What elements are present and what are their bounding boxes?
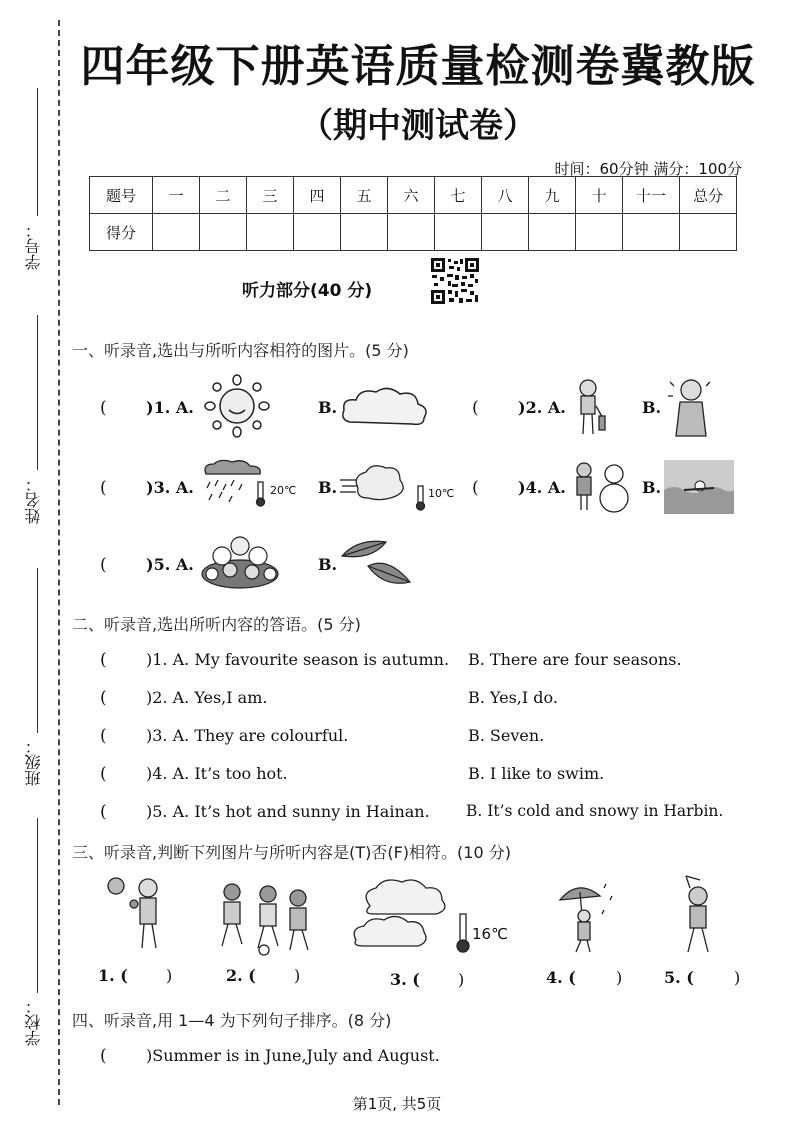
- option-a-text: )2. A. Yes,I am.: [146, 688, 268, 707]
- score-input-cell[interactable]: [247, 214, 294, 251]
- score-table-header-row: [90, 177, 737, 214]
- question-number: )3. A.: [146, 478, 194, 497]
- score-input-cell[interactable]: [482, 214, 529, 251]
- temperature-label: 10℃: [428, 487, 455, 500]
- score-input-cell[interactable]: [294, 214, 341, 251]
- flowers-icon: [200, 534, 282, 590]
- school-field[interactable]: [37, 818, 38, 993]
- student-number-label: 学号：: [24, 222, 43, 270]
- answer-paren-close: ): [294, 966, 301, 985]
- answer-paren-open: (: [472, 398, 479, 418]
- answer-paren-open: (: [100, 478, 107, 498]
- table-cell: 得分: [90, 214, 153, 251]
- table-cell: 一: [153, 177, 200, 214]
- option-a-text: )4. A. It’s too hot.: [146, 764, 288, 783]
- answer-paren-open: (: [472, 478, 479, 498]
- table-cell: 十: [576, 177, 623, 214]
- option-b-label: B.: [642, 398, 662, 417]
- answer-paren-open: (: [100, 688, 107, 708]
- temperature-label: 20℃: [270, 484, 297, 497]
- class-label: 班级：: [24, 738, 43, 786]
- temperature-label: 16℃: [472, 925, 508, 943]
- answer-paren-open: (: [100, 802, 107, 822]
- table-cell: 八: [482, 177, 529, 214]
- table-cell: 六: [388, 177, 435, 214]
- score-input-cell[interactable]: [623, 214, 680, 251]
- option-a-text: )5. A. It’s hot and sunny in Hainan.: [146, 802, 430, 821]
- windy-cloud-icon: [338, 458, 426, 514]
- score-input-cell[interactable]: [153, 214, 200, 251]
- girl-hot-weather-icon: [664, 374, 718, 440]
- boys-playing-football-icon: [212, 880, 316, 956]
- listening-section-header: 听力部分(40 分): [242, 281, 373, 301]
- school-label: 学校：: [24, 998, 43, 1046]
- section-3-heading: 三、听录音,判断下列图片与所听内容是(T)否(F)相符。(10 分): [72, 843, 511, 862]
- question-number: )2. A.: [518, 398, 566, 417]
- tf-item-number: 2. (: [226, 966, 256, 985]
- section-4-heading: 四、听录音,用 1—4 为下列句子排序。(8 分): [72, 1011, 392, 1030]
- rain-cloud-icon: [200, 458, 270, 508]
- page-footer: 第1页, 共5页: [352, 1095, 442, 1113]
- section-1-heading: 一、听录音,选出与所听内容相符的图片。(5 分): [72, 341, 409, 360]
- question-number: )5. A.: [146, 555, 194, 574]
- score-input-cell[interactable]: [341, 214, 388, 251]
- leaves-icon: [338, 536, 414, 588]
- score-input-cell[interactable]: [680, 214, 737, 251]
- answer-paren-close: ): [458, 970, 465, 989]
- name-label: 姓名：: [24, 476, 43, 524]
- table-cell: 七: [435, 177, 482, 214]
- option-b-label: B.: [318, 478, 338, 497]
- binding-dashed-line: [58, 20, 60, 1105]
- table-cell: 二: [200, 177, 247, 214]
- qr-code-icon[interactable]: [430, 257, 480, 305]
- table-cell: 题号: [90, 177, 153, 214]
- answer-paren-close: ): [734, 968, 741, 987]
- class-field[interactable]: [37, 568, 38, 733]
- option-b-text: B. I like to swim.: [468, 764, 605, 783]
- girl-with-umbrella-icon: [572, 376, 608, 438]
- option-b-label: B.: [642, 478, 662, 497]
- option-a-text: )1. A. My favourite season is autumn.: [146, 650, 450, 669]
- ordering-sentence: )Summer is in June,July and August.: [146, 1046, 440, 1065]
- option-b-text: B. Seven.: [468, 726, 545, 745]
- table-cell: 三: [247, 177, 294, 214]
- score-input-cell[interactable]: [388, 214, 435, 251]
- answer-paren-open: (: [100, 726, 107, 746]
- table-cell: 九: [529, 177, 576, 214]
- table-cell: 十一: [623, 177, 680, 214]
- boy-exercising-icon: [676, 874, 722, 956]
- table-cell: 五: [341, 177, 388, 214]
- score-table-score-row: [90, 214, 737, 251]
- tf-item-number: 4. (: [546, 968, 576, 987]
- question-number: )4. A.: [518, 478, 566, 497]
- sun-icon: [200, 374, 274, 438]
- tf-item-number: 1. (: [98, 966, 128, 985]
- option-b-text: B. Yes,I do.: [468, 688, 558, 707]
- option-a-text: )3. A. They are colourful.: [146, 726, 349, 745]
- question-number: )1. A.: [146, 398, 194, 417]
- tf-item-number: 5. (: [664, 968, 694, 987]
- option-b-label: B.: [318, 398, 338, 417]
- answer-paren-open: (: [100, 555, 107, 575]
- boy-in-sun-icon: [104, 874, 170, 954]
- answer-paren-close: ): [166, 966, 173, 985]
- score-input-cell[interactable]: [435, 214, 482, 251]
- score-table: [89, 176, 737, 251]
- option-b-label: B.: [318, 555, 338, 574]
- cloud-icon: [338, 384, 430, 428]
- girl-and-snowman-icon: [572, 458, 634, 514]
- answer-paren-open: (: [100, 650, 107, 670]
- section-2-heading: 二、听录音,选出所听内容的答语。(5 分): [72, 615, 361, 634]
- score-input-cell[interactable]: [200, 214, 247, 251]
- name-field[interactable]: [37, 315, 38, 470]
- page-subtitle: （期中测试卷）: [299, 106, 537, 146]
- page-title: 四年级下册英语质量检测卷冀教版: [80, 41, 756, 92]
- table-cell: 四: [294, 177, 341, 214]
- tf-item-number: 3. (: [390, 970, 420, 989]
- answer-paren-open: (: [100, 398, 107, 418]
- answer-paren-open: (: [100, 1046, 107, 1066]
- time-score-info: 时间：60分钟 满分：100分: [554, 160, 742, 178]
- cloudy-sky-icon: [350, 876, 470, 956]
- answer-paren-open: (: [100, 764, 107, 784]
- score-input-cell[interactable]: [529, 214, 576, 251]
- swimming-icon: [664, 460, 734, 514]
- table-cell: 总分: [680, 177, 737, 214]
- answer-paren-close: ): [616, 968, 623, 987]
- option-b-text: B. It’s cold and snowy in Harbin.: [466, 802, 724, 820]
- option-b-text: B. There are four seasons.: [468, 650, 682, 669]
- score-input-cell[interactable]: [576, 214, 623, 251]
- girl-in-rain-icon: [556, 876, 618, 956]
